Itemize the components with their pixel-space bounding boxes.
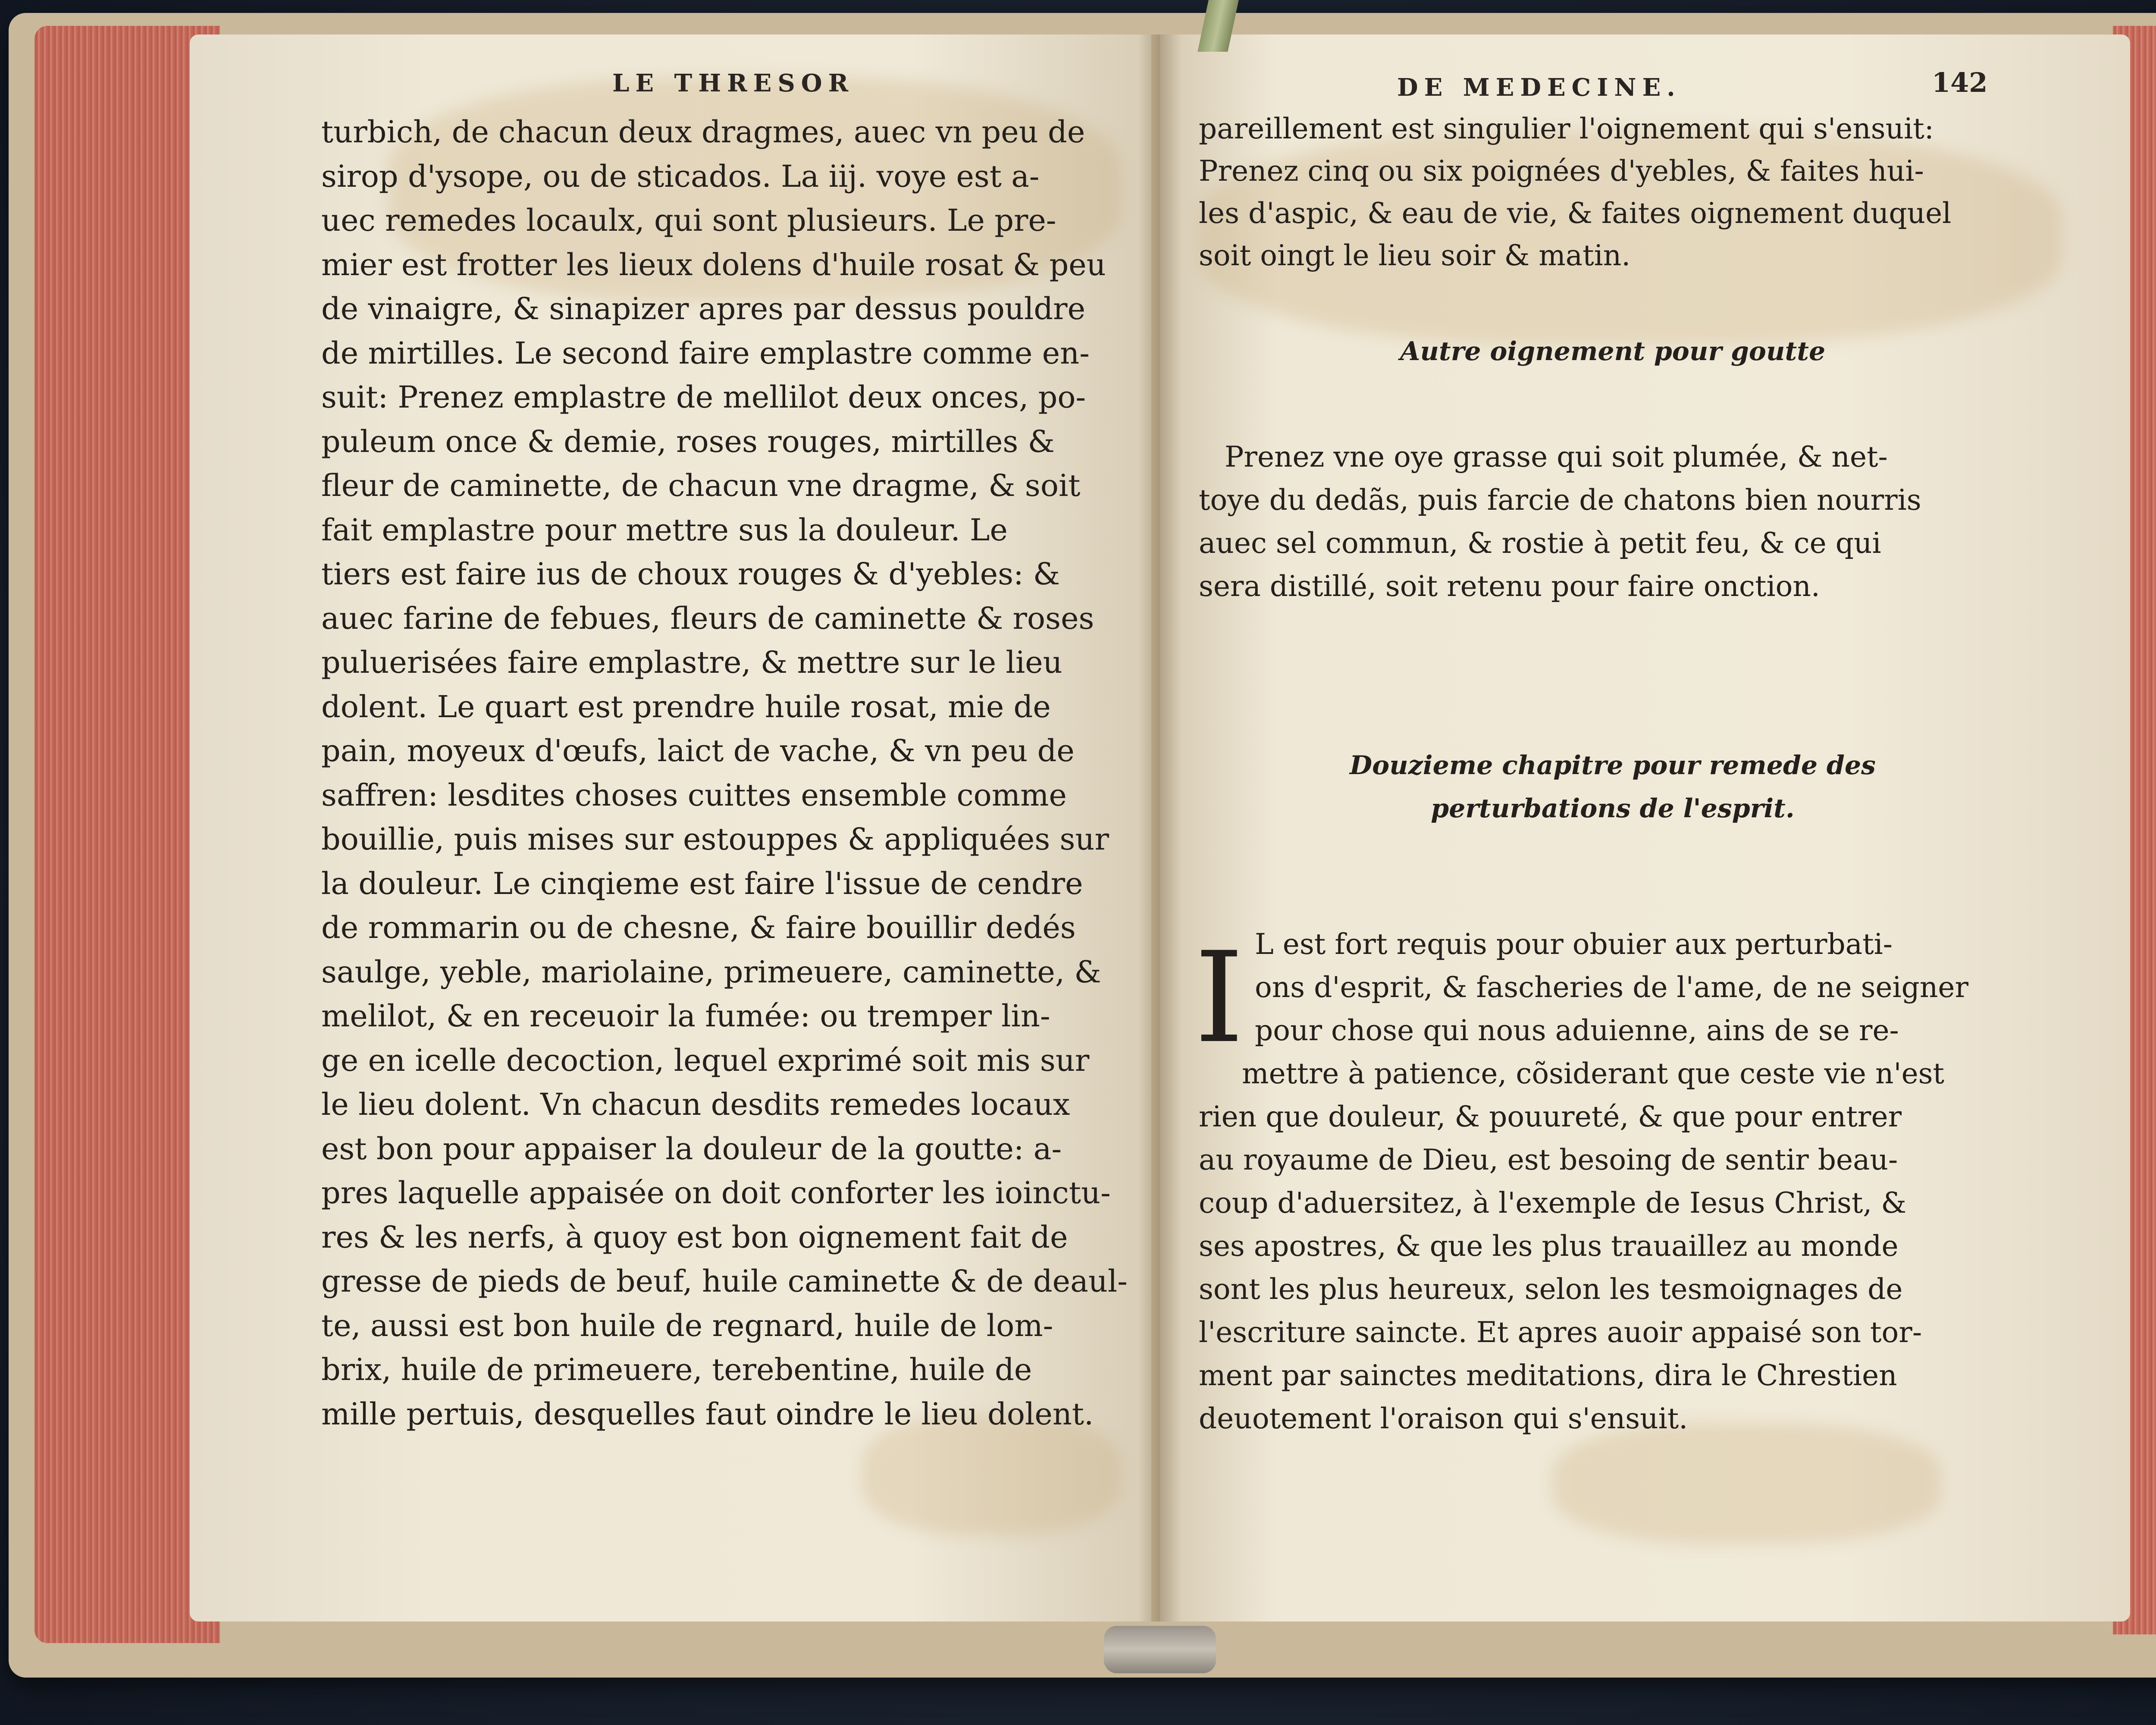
text-line: Prenez cinq ou six poignées d'yebles, & faites hui- (1199, 154, 1924, 188)
text-line: tiers est faire ius de choux rouges & d'yebles: & (321, 556, 1060, 592)
text-line: le lieu dolent. Vn chacun desdits remedes locaux (321, 1087, 1070, 1122)
text-line: mettre à patience, cõsiderant que ceste vie n'est (1242, 1057, 1945, 1090)
text-line: soit oingt le lieu soir & matin. (1199, 239, 1631, 272)
text-line: fait emplastre pour mettre sus la douleur. Le (321, 512, 1008, 548)
text-line: ses apostres, & que les plus trauaillez au monde (1199, 1229, 1899, 1263)
text-line: coup d'aduersitez, à l'exemple de Iesus Christ, & (1199, 1186, 1907, 1220)
text-line: auec farine de febues, fleurs de caminette & roses (321, 600, 1094, 636)
text-line: auec sel commun, & rostie à petit feu, & ce qui (1199, 527, 1881, 560)
text-line: de rommarin ou de chesne, & faire bouillir dedés (321, 910, 1076, 945)
text-line: fleur de caminette, de chacun vne dragme, & soit (321, 468, 1081, 503)
text-line: saulge, yeble, mariolaine, primeuere, caminette, & (321, 954, 1101, 990)
recipe-heading: Autre oignement pour goutte (1400, 336, 1826, 367)
text-line: te, aussi est bon huile de regnard, huile de lom- (321, 1308, 1053, 1343)
drop-cap: I (1194, 925, 1244, 1071)
text-line: saffren: lesdites choses cuittes ensemble comme (321, 777, 1067, 813)
book-gutter (1138, 34, 1181, 1622)
left-page-text (321, 110, 1141, 1436)
text-line: sera distillé, soit retenu pour faire onction. (1199, 570, 1820, 603)
text-line: rien que douleur, & pouureté, & que pour entrer (1199, 1100, 1902, 1133)
text-line: mille pertuis, desquelles faut oindre le lieu dolent. (321, 1396, 1094, 1432)
text-line: melilot, & en receuoir la fumée: ou tremper lin- (321, 998, 1050, 1034)
left-running-head: LE THRESOR (612, 69, 855, 97)
chapter-text (1199, 923, 2027, 1440)
text-line: est bon pour appaiser la douleur de la goutte: a- (321, 1131, 1062, 1167)
text-line: sont les plus heureux, selon les tesmoignages de (1199, 1273, 1903, 1306)
text-line: pres laquelle appaisée on doit conforter les ioinctu- (321, 1175, 1111, 1211)
text-line: ment par sainctes meditations, dira le Chrestien (1199, 1359, 1897, 1392)
right-running-head: DE MEDECINE. (1397, 73, 1681, 102)
text-line: la douleur. Le cinqieme est faire l'issue de cendre (321, 866, 1083, 901)
text-line: puluerisées faire emplastre, & mettre sur le lieu (321, 645, 1062, 680)
chapter-heading: Douzieme chapitre pour remede des (1350, 750, 1876, 781)
text-line: uec remedes locaulx, qui sont plusieurs. Le pre- (321, 203, 1056, 238)
text-line: res & les nerfs, à quoy est bon oignement fait de (321, 1219, 1068, 1255)
recipe-text (1199, 436, 2027, 608)
text-line: de vinaigre, & sinapizer apres par dessus pouldre (321, 291, 1086, 326)
text-line: Prenez vne oye grasse qui soit plumée, & net- (1225, 440, 1888, 474)
text-line: deuotement l'oraison qui s'ensuit. (1199, 1402, 1688, 1435)
chapter-heading-continued: perturbations de l'esprit. (1431, 794, 1795, 824)
text-line: gresse de pieds de beuf, huile caminette & de deaul- (321, 1264, 1128, 1299)
right-intro-text (1199, 108, 2027, 277)
text-line: pour chose qui nous aduienne, ains de se re- (1255, 1014, 1899, 1047)
text-line: de mirtilles. Le second faire emplastre comme en- (321, 335, 1090, 371)
text-line: turbich, de chacun deux dragmes, auec vn peu de (321, 114, 1085, 150)
text-line: au royaume de Dieu, est besoing de sentir beau- (1199, 1143, 1898, 1176)
text-line: les d'aspic, & eau de vie, & faites oignement duquel (1199, 197, 1952, 230)
text-line: bouillie, puis mises sur estouppes & appliquées sur (321, 822, 1109, 857)
text-line: toye du dedãs, puis farcie de chatons bien nourris (1199, 483, 1921, 517)
text-line: suit: Prenez emplastre de mellilot deux onces, po- (321, 380, 1086, 415)
text-line: L est fort requis pour obuier aux perturbati- (1255, 928, 1893, 961)
water-stain (1552, 1423, 1940, 1544)
text-line: sirop d'ysope, ou de sticados. La iij. voye est a- (321, 158, 1040, 194)
text-line: l'escriture saincte. Et apres auoir appaisé son tor- (1199, 1316, 1922, 1349)
text-line: puleum once & demie, roses rouges, mirtilles & (321, 423, 1055, 459)
text-line: pareillement est singulier l'oignement qui s'ensuit: (1199, 112, 1934, 145)
text-line: ons d'esprit, & fascheries de l'ame, de ne seigner (1255, 971, 1968, 1004)
page-number: 142 (1932, 67, 1988, 98)
text-line: dolent. Le quart est prendre huile rosat, mie de (321, 689, 1051, 724)
spine-headband (1104, 1626, 1216, 1673)
text-line: mier est frotter les lieux dolens d'huile rosat & peu (321, 247, 1106, 282)
text-line: ge en icelle decoction, lequel exprimé soit mis sur (321, 1042, 1090, 1078)
text-line: brix, huile de primeuere, terebentine, huile de (321, 1352, 1032, 1387)
text-line: pain, moyeux d'œufs, laict de vache, & vn peu de (321, 733, 1075, 768)
